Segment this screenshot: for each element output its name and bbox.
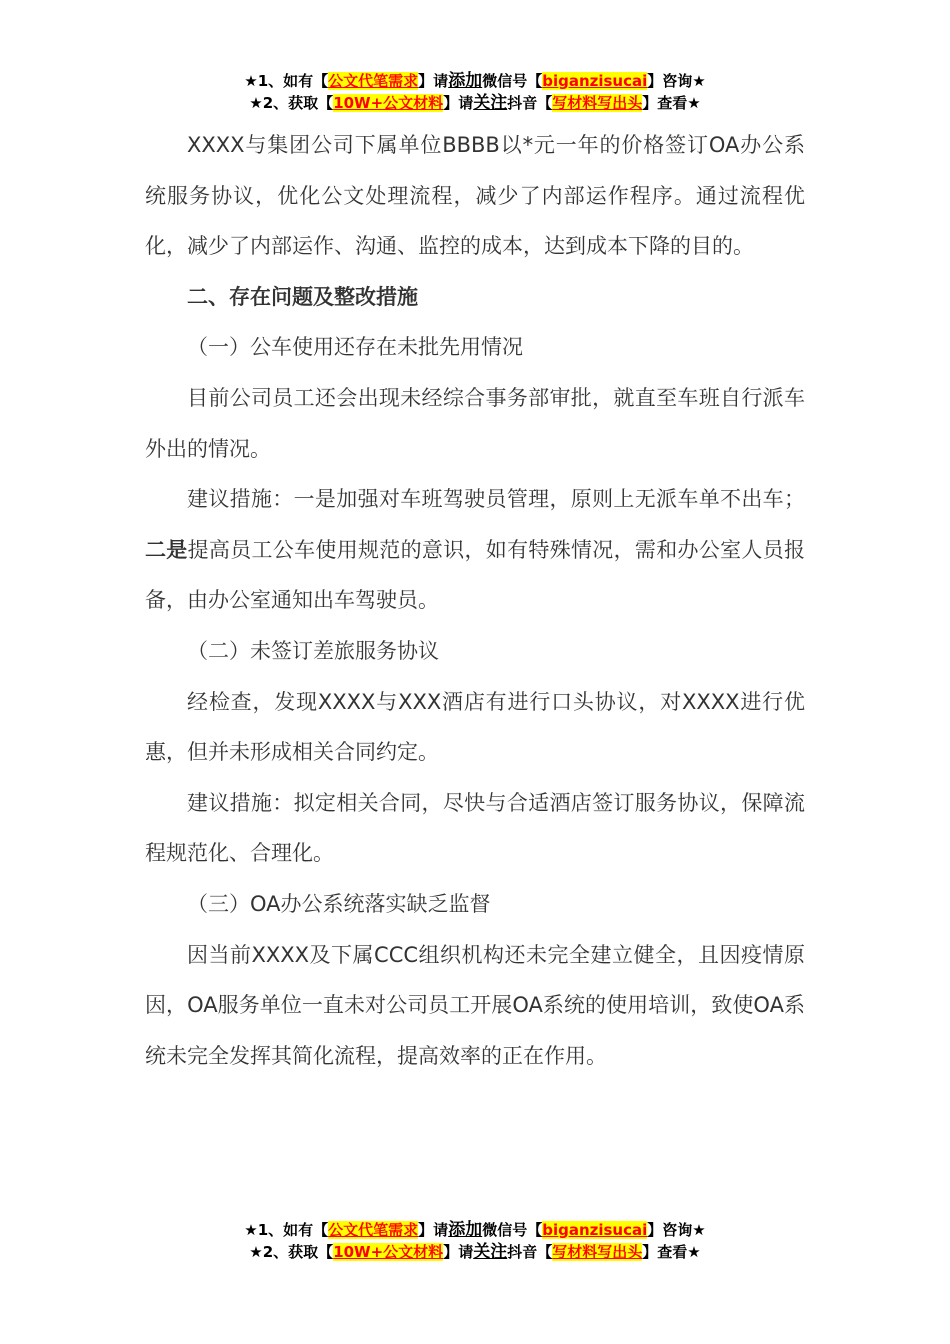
banner-text: 】请	[443, 94, 474, 112]
banner-text: 】查看★	[642, 94, 701, 112]
paragraph-oa-agreement: XXXX与集团公司下属单位BBBB以*元一年的价格签订OA办公系统服务协议，优化公文处理流程，减少了内部运作程序。通过流程优化，减少了内部运作、沟通、监控的成本，达到成本下降的目的。	[145, 133, 805, 259]
suggestion-bold-marker: 二是	[145, 537, 188, 562]
banner-text: ★1、如有【	[244, 1221, 329, 1239]
section-heading-problems: 二、存在问题及整改措施	[187, 284, 418, 309]
banner-emphasis: 添加	[448, 1220, 483, 1240]
document-body	[145, 120, 805, 1081]
banner-text: 】请	[418, 72, 449, 90]
subsection-title-3: （三）OA办公系统落实缺乏监督	[187, 891, 491, 916]
banner-text: 抖音【	[507, 1243, 553, 1261]
banner-text: 】请	[418, 1221, 449, 1239]
banner-douyin-account: 写材料写出头	[552, 1243, 643, 1261]
banner-text: 微信号【	[482, 1221, 543, 1239]
banner-highlight: 公文代笔需求	[328, 72, 419, 90]
banner-highlight: 10W+公文材料	[333, 94, 444, 112]
banner-wechat-id: biganzisucai	[542, 1221, 648, 1239]
subsection-title-2: （二）未签订差旅服务协议	[187, 638, 439, 663]
paragraph-vehicle-issue: 目前公司员工还会出现未经综合事务部审批，就直至车班自行派车外出的情况。	[145, 385, 805, 461]
paragraph-travel-issue: 经检查，发现XXXX与XXX酒店有进行口头协议，对XXXX进行优惠，但并未形成相关合同约定。	[145, 689, 805, 765]
banner-highlight: 公文代笔需求	[328, 1221, 419, 1239]
banner-emphasis: 关注	[473, 1242, 508, 1262]
header-banner	[0, 70, 950, 114]
banner-text: 】咨询★	[647, 1221, 706, 1239]
banner-line-2	[0, 92, 950, 114]
paragraph-oa-issue: 因当前XXXX及下属CCC组织机构还未完全建立健全，且因疫情原因，OA服务单位一直未对公司员工开展OA系统的使用培训，致使OA系统未完全发挥其简化流程，提高效率的正在作用。	[145, 942, 805, 1068]
banner-line-1	[0, 1219, 950, 1241]
subsection-title-1: （一）公车使用还存在未批先用情况	[187, 335, 523, 360]
banner-line-2	[0, 1241, 950, 1263]
banner-text: 微信号【	[482, 72, 543, 90]
banner-douyin-account: 写材料写出头	[552, 94, 643, 112]
banner-line-1	[0, 70, 950, 92]
banner-text: 抖音【	[507, 94, 553, 112]
paragraph-vehicle-suggestion	[145, 474, 805, 626]
banner-text: ★1、如有【	[244, 72, 329, 90]
banner-emphasis: 添加	[448, 71, 483, 91]
banner-wechat-id: biganzisucai	[542, 72, 648, 90]
paragraph-travel-suggestion: 建议措施：拟定相关合同，尽快与合适酒店签订服务协议，保障流程规范化、合理化。	[145, 790, 805, 866]
banner-highlight: 10W+公文材料	[333, 1243, 444, 1261]
banner-text: 】查看★	[642, 1243, 701, 1261]
banner-text: 】请	[443, 1243, 474, 1261]
banner-text: ★2、获取【	[249, 1243, 334, 1261]
banner-text: ★2、获取【	[249, 94, 334, 112]
banner-text: 】咨询★	[647, 72, 706, 90]
footer-banner	[0, 1219, 950, 1263]
banner-emphasis: 关注	[473, 93, 508, 113]
suggestion-text: 提高员工公车使用规范的意识，如有特殊情况，需和办公室人员报备，由办公室通知出车驾驶员。	[145, 537, 806, 613]
suggestion-text: 建议措施：一是加强对车班驾驶员管理，原则上无派车单不出车；	[187, 487, 805, 512]
